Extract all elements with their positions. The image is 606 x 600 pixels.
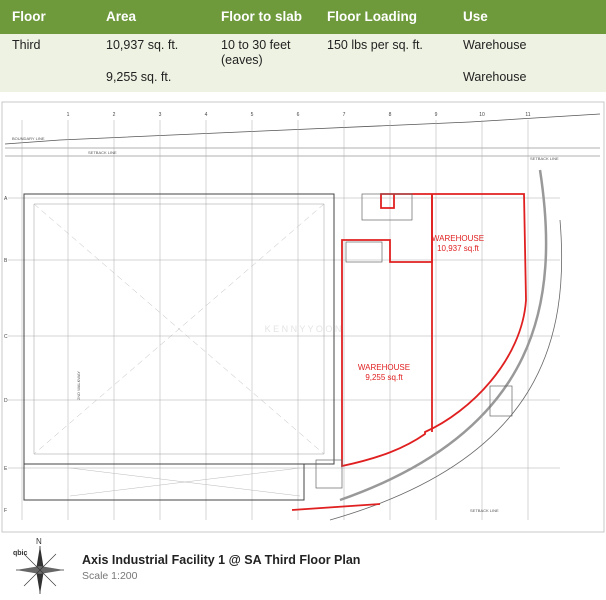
grid-row-b: B: [4, 258, 8, 264]
drawing-frame: [2, 102, 604, 532]
grid-col-2: 2: [112, 112, 116, 118]
cell-loading: 150 lbs per sq. ft.: [327, 38, 423, 52]
table-header-row: [0, 0, 606, 34]
grid-row-markers: [4, 196, 8, 514]
cell-area-2: 9,255 sq. ft.: [106, 70, 172, 84]
header-floor-loading: Floor Loading: [327, 9, 417, 24]
grid-col-7: 7: [342, 112, 346, 118]
warehouse-a-area: 10,937 sq.ft: [437, 244, 479, 253]
plan-title: Axis Industrial Facility 1 @ SA Third Floor Plan: [82, 553, 361, 567]
table-body: [0, 34, 606, 92]
compass-icon: [14, 540, 66, 596]
grid-col-8: 8: [388, 112, 392, 118]
header-floor-to-slab: Floor to slab: [221, 9, 302, 24]
grid-col-markers: [67, 112, 531, 118]
watermark: K E N N Y Y O O N: [264, 324, 342, 334]
grid-col-10: 10: [479, 112, 485, 118]
grid-col-1: 1: [66, 112, 70, 118]
cell-slab-line2: (eaves): [221, 53, 263, 67]
walkway-label: 2ND WALKWAY: [76, 371, 81, 400]
header-floor: Floor: [12, 9, 46, 24]
setback-label-bottom: SETBACK LINE: [470, 508, 499, 513]
grid-row-f: F: [4, 508, 8, 514]
grid-lines: [8, 120, 560, 520]
grid-col-9: 9: [434, 112, 438, 118]
setback-label-left: SETBACK LINE: [88, 150, 117, 155]
compass-north-label: N: [36, 537, 42, 546]
plan-scale: Scale 1:200: [82, 570, 138, 582]
header-use: Use: [463, 9, 488, 24]
boundary-label: BOUNDARY LINE: [12, 136, 45, 141]
grid-row-e: E: [4, 466, 8, 472]
floor-summary-table: [0, 0, 606, 92]
grid-row-a: A: [4, 196, 8, 202]
compass-brand-label: qbic: [13, 550, 28, 557]
cell-floor: Third: [12, 38, 41, 52]
cell-use-1: Warehouse: [463, 38, 527, 52]
grid-row-d: D: [4, 398, 8, 404]
floor-plan-drawing: [0, 100, 606, 534]
cell-use-2: Warehouse: [463, 70, 527, 84]
setback-label-right: SETBACK LINE: [530, 156, 559, 161]
building-outline: [24, 194, 334, 500]
grid-row-c: C: [4, 334, 8, 340]
cell-area-1: 10,937 sq. ft.: [106, 38, 179, 52]
grid-col-11: 11: [525, 112, 531, 118]
cell-slab-line1: 10 to 30 feet: [221, 38, 291, 52]
grid-col-3: 3: [158, 112, 162, 118]
warehouse-highlight: [292, 194, 526, 510]
grid-col-5: 5: [250, 112, 254, 118]
warehouse-b-label: WAREHOUSE: [357, 363, 411, 372]
warehouse-a-label: WAREHOUSE: [431, 234, 485, 243]
header-area: Area: [106, 9, 137, 24]
grid-col-6: 6: [296, 112, 300, 118]
grid-col-4: 4: [204, 112, 208, 118]
warehouse-b-area: 9,255 sq.ft: [365, 373, 403, 382]
plan-footer: [0, 534, 606, 600]
curved-boundary: [330, 170, 562, 520]
